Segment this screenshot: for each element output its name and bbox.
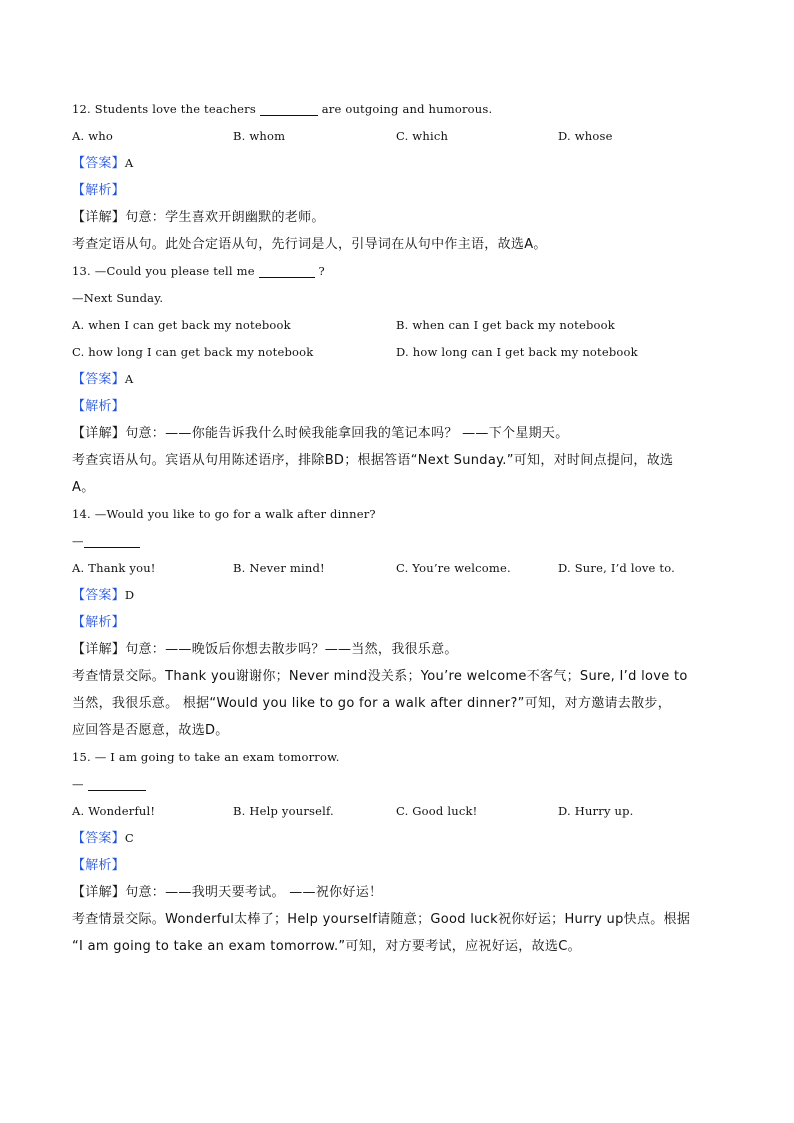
detail-line bbox=[72, 636, 732, 663]
detail-line bbox=[72, 879, 732, 906]
stem-text: 12. Students love the teachers bbox=[72, 102, 260, 116]
question-15-reply bbox=[72, 771, 732, 798]
detail-label: 【详解】 bbox=[72, 210, 126, 225]
question-12-stem bbox=[72, 96, 732, 123]
answer-line bbox=[72, 825, 732, 852]
explain-line: 考查情景交际。Thank you谢谢你；Never mind没关系；You’re welcome不客气；Sure, I’d love to bbox=[72, 669, 688, 684]
explain-line: 考查定语从句。此处合定语从句，先行词是人，引导词在从句中作主语，故选A。 bbox=[72, 237, 547, 252]
option-d: D. Sure, I’d love to. bbox=[558, 561, 675, 575]
detail-label: 【详解】 bbox=[72, 642, 126, 657]
document-page bbox=[72, 96, 732, 960]
answer-blank bbox=[259, 263, 315, 278]
explain-line: 应回答是否愿意，故选D。 bbox=[72, 723, 229, 738]
answer-value: C bbox=[124, 831, 134, 845]
analysis-line bbox=[72, 609, 732, 636]
answer-value: A bbox=[124, 372, 134, 386]
analysis-line bbox=[72, 177, 732, 204]
question-15-options bbox=[72, 798, 732, 825]
question-13-stem bbox=[72, 258, 732, 285]
detail-text: 句意：——我明天要考试。 ——祝你好运！ bbox=[125, 885, 383, 900]
question-14-reply bbox=[72, 528, 732, 555]
reply-prefix: — bbox=[72, 534, 84, 548]
stem-text: 13. —Could you please tell me bbox=[72, 264, 259, 278]
detail-line bbox=[72, 420, 732, 447]
option-b: B. Help yourself. bbox=[233, 804, 334, 818]
option-d: D. whose bbox=[558, 129, 613, 143]
detail-text: 句意：学生喜欢开朗幽默的老师。 bbox=[125, 210, 325, 225]
stem-text: are outgoing and humorous. bbox=[317, 102, 493, 116]
option-b: B. Never mind! bbox=[233, 561, 325, 575]
option-b: B. whom bbox=[233, 129, 286, 143]
explain-line: 考查情景交际。Wonderful太棒了；Help yourself请随意；Good luck祝你好运；Hurry up快点。根据 bbox=[72, 912, 691, 927]
reply-prefix: — bbox=[72, 777, 88, 791]
detail-label: 【详解】 bbox=[72, 885, 126, 900]
analysis-label: 【解析】 bbox=[72, 183, 125, 198]
question-13-options-row1 bbox=[72, 312, 732, 339]
option-c: C. You’re welcome. bbox=[396, 561, 511, 575]
question-13-reply: —Next Sunday. bbox=[72, 291, 164, 305]
answer-line bbox=[72, 582, 732, 609]
explain-line: 当然，我很乐意。 根据“Would you like to go for a walk after dinner?”可知，对方邀请去散步， bbox=[72, 696, 671, 711]
answer-blank bbox=[84, 533, 140, 548]
option-b: B. when can I get back my notebook bbox=[396, 318, 615, 332]
question-12-options bbox=[72, 123, 732, 150]
detail-label: 【详解】 bbox=[72, 426, 126, 441]
detail-text: 句意：——晚饭后你想去散步吗？——当然，我很乐意。 bbox=[125, 642, 458, 657]
explain-line: A。 bbox=[72, 480, 95, 495]
answer-value: D bbox=[124, 588, 135, 602]
stem-text: ? bbox=[314, 264, 325, 278]
option-d: D. Hurry up. bbox=[558, 804, 634, 818]
answer-line bbox=[72, 366, 732, 393]
detail-line bbox=[72, 204, 732, 231]
answer-label: 【答案】 bbox=[72, 372, 125, 387]
analysis-label: 【解析】 bbox=[72, 858, 125, 873]
question-14-stem: 14. —Would you like to go for a walk after dinner? bbox=[72, 507, 376, 521]
option-c: C. Good luck! bbox=[396, 804, 478, 818]
option-a: A. Thank you! bbox=[72, 561, 156, 575]
answer-label: 【答案】 bbox=[72, 831, 125, 846]
answer-label: 【答案】 bbox=[72, 588, 125, 603]
question-14-options bbox=[72, 555, 732, 582]
option-a: A. who bbox=[72, 129, 113, 143]
option-a: A. Wonderful! bbox=[72, 804, 156, 818]
question-13-options-row2 bbox=[72, 339, 732, 366]
answer-blank bbox=[88, 776, 146, 791]
analysis-label: 【解析】 bbox=[72, 615, 125, 630]
explain-line: 考查宾语从句。宾语从句用陈述语序，排除BD；根据答语“Next Sunday.”可知，对时间点提问，故选 bbox=[72, 453, 674, 468]
answer-value: A bbox=[124, 156, 134, 170]
explain-line: “I am going to take an exam tomorrow.”可知，对方要考试，应祝好运，故选C。 bbox=[72, 939, 581, 954]
analysis-label: 【解析】 bbox=[72, 399, 125, 414]
option-c: C. which bbox=[396, 129, 449, 143]
analysis-line bbox=[72, 393, 732, 420]
option-c: C. how long I can get back my notebook bbox=[72, 345, 314, 359]
question-15-stem: 15. — I am going to take an exam tomorrow. bbox=[72, 750, 340, 764]
answer-label: 【答案】 bbox=[72, 156, 125, 171]
analysis-line bbox=[72, 852, 732, 879]
answer-line bbox=[72, 150, 732, 177]
answer-blank bbox=[260, 101, 318, 116]
option-a: A. when I can get back my notebook bbox=[72, 318, 291, 332]
option-d: D. how long can I get back my notebook bbox=[396, 345, 638, 359]
detail-text: 句意：——你能告诉我什么时候我能拿回我的笔记本吗？ ——下个星期天。 bbox=[125, 426, 569, 441]
